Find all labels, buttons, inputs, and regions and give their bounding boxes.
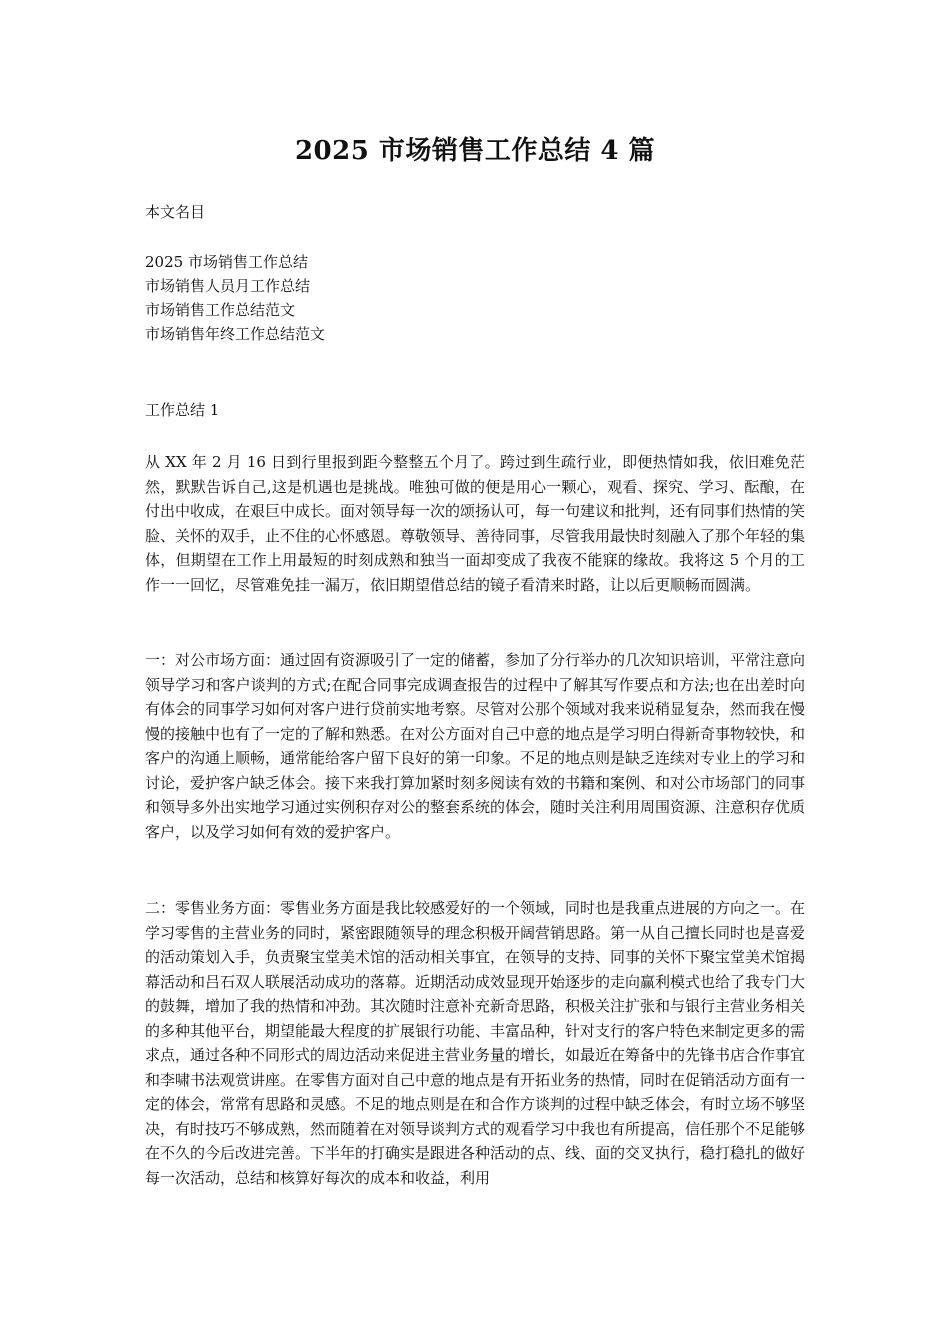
section-heading: 工作总结 1 — [145, 401, 220, 419]
body-paragraph: 从 XX 年 2 月 16 日到行里报到距今整整五个月了。跨过到生疏行业，即便热情如我，依旧难免茫然，默默告诉自己,这是机遇也是挑战。唯独可做的便是用心一颗心，观看、探究、学习、酝酿，在付出中收成，在艰巨中成长。面对领导每一次的颂扬认可，每一句建议和批判，还有同事们热情的笑脸、关怀的双手，止不住的心怀感恩。尊敬领导、善待同事，尽管我用最快时刻融入了那个年轻的集体，但期望在工作上用最短的时刻成熟和独当一面却变成了我夜不能寐的缘故。我将这 5 个月的工作一一回忆，尽管难免挂一漏万，依旧期望借总结的镜子看清来时路，让以后更顺畅而圆满。 — [145, 453, 806, 594]
document-title: 2025 市场销售工作总结 4 篇 — [294, 136, 656, 166]
toc-item[interactable]: 2025 市场销售工作总结 — [145, 253, 308, 271]
table-of-contents — [145, 250, 325, 346]
body-paragraph: 一：对公市场方面：通过固有资源吸引了一定的储蓄，参加了分行举办的几次知识培训，平常注意向领导学习和客户谈判的方式;在配合同事完成调查报告的过程中了解其写作要点和方法;也在出差时向有体会的同事学习如何对客户进行贷前实地考察。尽管对公那个领域对我来说稍显复杂，然而我在慢慢的接触中也有了一定的了解和熟悉。在对公方面对自己中意的地点是学习明白得新奇事物较快，和客户的沟通上顺畅，通常能给客户留下良好的第一印象。不足的地点则是缺乏连续对专业上的学习和讨论，爱护客户缺乏体会。接下来我打算加紧时刻多阅读有效的书籍和案例、和对公市场部门的同事和领导多外出实地学习通过实例积存对公的整套系统的体会，随时关注利用周围资源、注意积存优质客户，以及学习如何有效的爱护客户。 — [145, 651, 806, 841]
body-paragraph: 二：零售业务方面：零售业务方面是我比较感爱好的一个领域，同时也是我重点进展的方向之一。在学习零售的主营业务的同时，紧密跟随领导的理念积极开阔营销思路。第一从自己擅长同时也是喜爱的活动策划入手，负责聚宝堂美术馆的活动相关事宜，在领导的支持、同事的关怀下聚宝堂美术馆揭幕活动和吕石双人联展活动成功的落幕。近期活动成效显现开始逐步的走向赢利模式也给了我专门大的鼓舞，增加了我的热情和冲劲。其次随时注意补充新奇思路，积极关注扩张和与银行主营业务相关的多种其他平台，期望能最大程度的扩展银行功能、丰富品种，针对支行的客户特色来制定更多的需求点，通过各种不同形式的周边活动来促进主营业务量的增长，如最近在筹备中的先锋书店合作事宜和李啸书法观赏讲座。在零售方面对自己中意的地点是有开拓业务的热情，同时在促销活动方面有一定的体会，常常有思路和灵感。不足的地点则是在和合作方谈判的过程中缺乏体会，有时立场不够坚决，有时技巧不够成熟，然而随着在对领导谈判方式的观看学习中我也有所提高，信任那个不足能够在不久的今后改进完善。下半年的打确实是跟进各种活动的点、线、面的交叉执行，稳打稳扎的做好每一次活动，总结和核算好每次的成本和收益，利用 — [145, 899, 806, 1187]
toc-item[interactable]: 市场销售工作总结范文 — [145, 301, 296, 319]
toc-label: 本文名目 — [145, 203, 206, 221]
toc-item[interactable]: 市场销售年终工作总结范文 — [145, 325, 326, 343]
toc-item[interactable]: 市场销售人员月工作总结 — [145, 277, 311, 295]
